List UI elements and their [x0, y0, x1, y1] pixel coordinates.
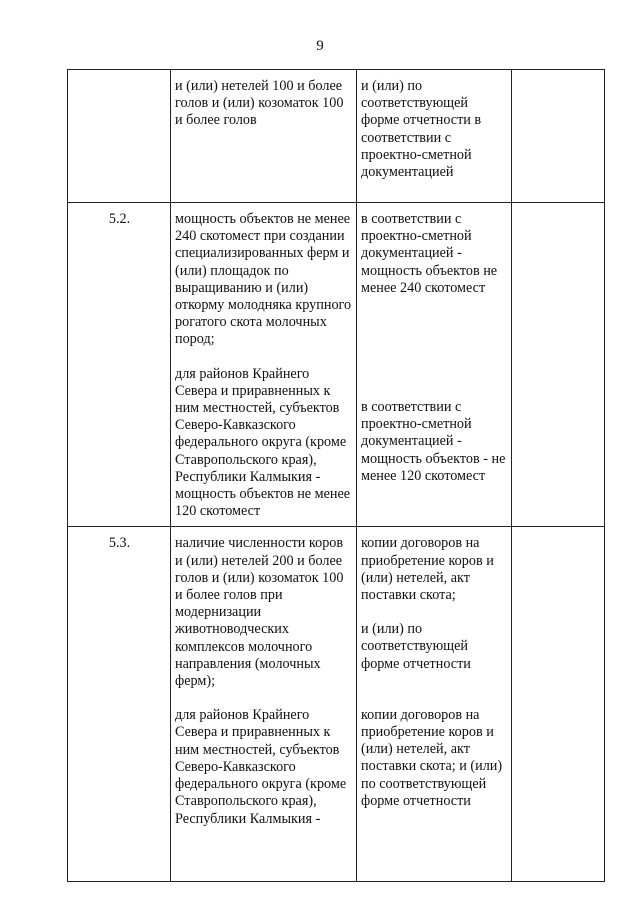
table-row: [68, 70, 605, 203]
table-row: [68, 527, 605, 882]
document-cell: [357, 70, 512, 203]
empty-cell: [512, 527, 605, 882]
document-text: и (или) по соответствующей форме отчетности: [361, 621, 471, 672]
document-text: в соответствии с проектно-сметной документацией - мощность объектов - не менее 120 скотомест: [361, 399, 506, 484]
requirement-text: наличие численности коров и (или) нетелей 200 и более голов и (или) козоматок 100 и более голов при модернизации животноводческих комплексов молочного направления (молочных ферм);: [175, 535, 344, 690]
document-cell: [357, 203, 512, 527]
document-text: копии договоров на приобретение коров и (или) нетелей, акт поставки скота;: [361, 535, 494, 604]
row-number-cell: [68, 70, 171, 203]
requirement-cell: [171, 203, 357, 527]
row-number-cell: 5.3.: [68, 527, 171, 882]
requirement-text: для районов Крайнего Севера и приравненных к ним местностей, субъектов Северо-Кавказского федерального округа (кроме Ставропольского края), Республики Калмыкия - мощность объектов не менее 120 скотомест: [175, 365, 351, 520]
document-cell: [357, 527, 512, 882]
empty-cell: [512, 203, 605, 527]
requirement-cell: [171, 70, 357, 203]
document-text: копии договоров на приобретение коров и (или) нетелей, акт поставки скота; и (или) по соответствующей форме отчетности: [361, 706, 503, 809]
requirement-cell: [171, 527, 357, 882]
requirement-text: мощность объектов не менее 240 скотомест при создании специализированных ферм и (или) площадок по выращиванию и (или) откорму молодняка крупного рогатого скота молочных пород;: [175, 211, 352, 348]
page-number: 9: [316, 38, 324, 54]
empty-cell: [512, 70, 605, 203]
row-number-cell: 5.2.: [68, 203, 171, 527]
table-row: [68, 203, 605, 527]
document-text: в соответствии с проектно-сметной документацией - мощность объектов не менее 240 скотомест: [361, 211, 498, 296]
document-text: и (или) по соответствующей форме отчетности в соответствии с проектно-сметной документацией: [361, 78, 482, 181]
requirement-text: и (или) нетелей 100 и более голов и (или) козоматок 100 и более голов: [175, 78, 344, 129]
requirement-text: для районов Крайнего Севера и приравненных к ним местностей, субъектов Северо-Кавказского федерального округа (кроме Ставропольского края), Республики Калмыкия -: [175, 707, 347, 827]
requirements-table: [67, 69, 605, 882]
